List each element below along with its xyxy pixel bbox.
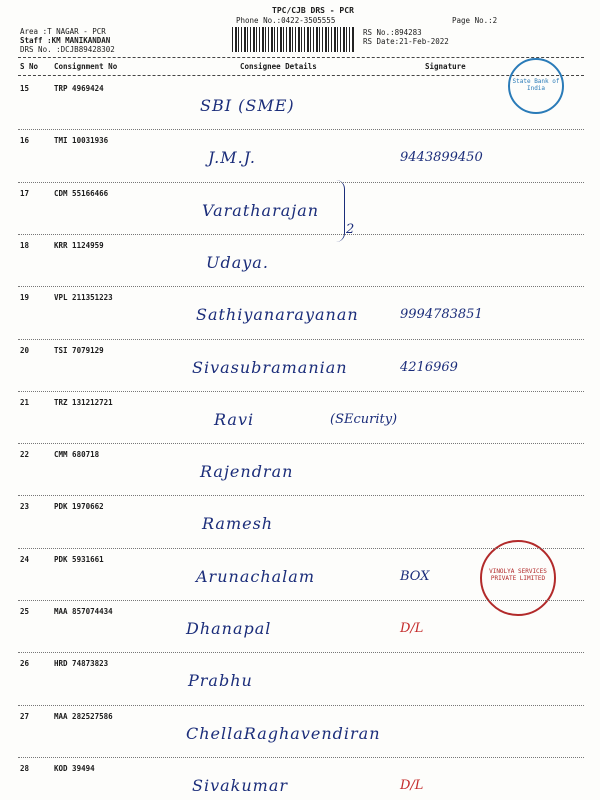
row-divider — [18, 495, 584, 496]
row-sno: 22 — [20, 450, 30, 460]
row-divider — [18, 443, 584, 444]
row-consignee-handwritten: Sathiyanarayanan — [196, 305, 359, 325]
row-sno: 21 — [20, 397, 30, 407]
row-signature: BOX — [400, 568, 430, 584]
row-sno: 24 — [20, 554, 30, 564]
row-sno: 25 — [20, 607, 30, 616]
row-divider — [18, 339, 584, 340]
brace-note: 2 — [346, 222, 355, 237]
row-consignment-no: PDK 5931661 — [54, 554, 104, 564]
column-header-signature: Signature — [425, 62, 466, 71]
document-title: TPC/CJB DRS - PCR — [272, 6, 354, 15]
row-signature: 9994783851 — [400, 307, 483, 323]
row-consignee-handwritten: Ravi — [214, 409, 255, 429]
row-sno: 28 — [20, 763, 30, 773]
row-consignee-handwritten: ChellaRaghavendiran — [186, 723, 381, 743]
row-consignment-no: TSI 7079129 — [54, 345, 104, 355]
row-consignee-handwritten: Prabhu — [188, 671, 253, 691]
row-consignee-handwritten: Ramesh — [202, 514, 274, 534]
row-consignment-no: TRP 4969424 — [54, 84, 104, 93]
row-consignee-handwritten: Sivakumar — [192, 775, 289, 795]
column-header-sno: S No — [20, 62, 39, 71]
row-consignment-no: HRD 74873823 — [54, 659, 109, 669]
row-consignee-handwritten: Sivasubramanian — [192, 357, 348, 377]
bank-seal-stamp — [508, 58, 564, 114]
row-signature: 4216969 — [400, 359, 458, 375]
row-consignee-handwritten: J.M.J. — [208, 148, 256, 168]
barcode-image — [232, 27, 354, 52]
row-consignment-no: CMM 680718 — [54, 450, 100, 460]
row-consignment-no: KOD 39494 — [54, 763, 95, 773]
company-seal-stamp — [480, 540, 556, 616]
row-consignment-no: TRZ 131212721 — [54, 397, 113, 407]
row-signature: D/L — [400, 777, 424, 793]
row-consignee-handwritten: Udaya. — [206, 252, 269, 272]
row-sno: 20 — [20, 345, 30, 355]
row-divider — [18, 286, 584, 287]
row-divider — [18, 705, 584, 706]
row-divider — [18, 129, 584, 130]
row-consignment-no: MAA 282527586 — [54, 711, 113, 721]
row-sno: 26 — [20, 659, 30, 669]
row-sno: 15 — [20, 84, 30, 93]
row-consignment-no: KRR 1124959 — [54, 240, 104, 250]
drs-number: DRS No. :DCJB89428302 — [20, 45, 115, 54]
row-signature: (SEcurity) — [330, 411, 398, 427]
row-divider — [18, 182, 584, 183]
row-sno: 23 — [20, 502, 30, 512]
row-divider — [18, 391, 584, 392]
column-header-consignment: Consignment No — [54, 62, 118, 71]
row-divider — [18, 757, 584, 758]
phone-number: Phone No.:0422-3505555 — [236, 16, 336, 25]
header-divider — [18, 57, 584, 58]
row-consignee-handwritten: Dhanapal — [186, 619, 272, 638]
company-seal-text: VINOLYA SERVICES PRIVATE LIMITED — [489, 568, 547, 582]
row-consignee-handwritten: Rajendran — [200, 462, 294, 482]
row-consignment-no: PDK 1970662 — [54, 502, 104, 512]
row-divider — [18, 652, 584, 653]
row-sno: 16 — [20, 136, 30, 146]
staff-label: Staff :KM MANIKANDAN — [20, 36, 111, 45]
row-sno: 27 — [20, 711, 30, 721]
row-signature: D/L — [400, 621, 424, 636]
row-sno: 19 — [20, 293, 30, 303]
row-divider — [18, 548, 584, 549]
column-header-divider — [18, 75, 584, 76]
grouping-brace — [336, 180, 345, 242]
row-consignment-no: VPL 211351223 — [54, 293, 113, 303]
row-consignment-no: CDM 55166466 — [54, 188, 109, 198]
row-sno: 18 — [20, 240, 30, 250]
row-divider — [18, 234, 584, 235]
row-consignment-no: MAA 857074434 — [54, 607, 113, 616]
row-divider — [18, 600, 584, 601]
row-consignment-no: TMI 10031936 — [54, 136, 109, 146]
row-signature: 9443899450 — [400, 150, 483, 166]
rs-date: RS Date:21-Feb-2022 — [363, 37, 449, 46]
area-label: Area :T NAGAR - PCR — [20, 27, 106, 36]
rs-number: RS No.:894283 — [363, 28, 422, 37]
page-number: Page No.:2 — [452, 16, 498, 25]
row-consignee-handwritten: SBI (SME) — [200, 96, 295, 115]
bank-seal-text: State Bank of India — [512, 78, 560, 92]
row-consignee-handwritten: Arunachalam — [196, 566, 315, 586]
row-sno: 17 — [20, 188, 30, 198]
column-header-consignee: Consignee Details — [240, 62, 317, 71]
row-consignee-handwritten: Varatharajan — [202, 200, 320, 220]
